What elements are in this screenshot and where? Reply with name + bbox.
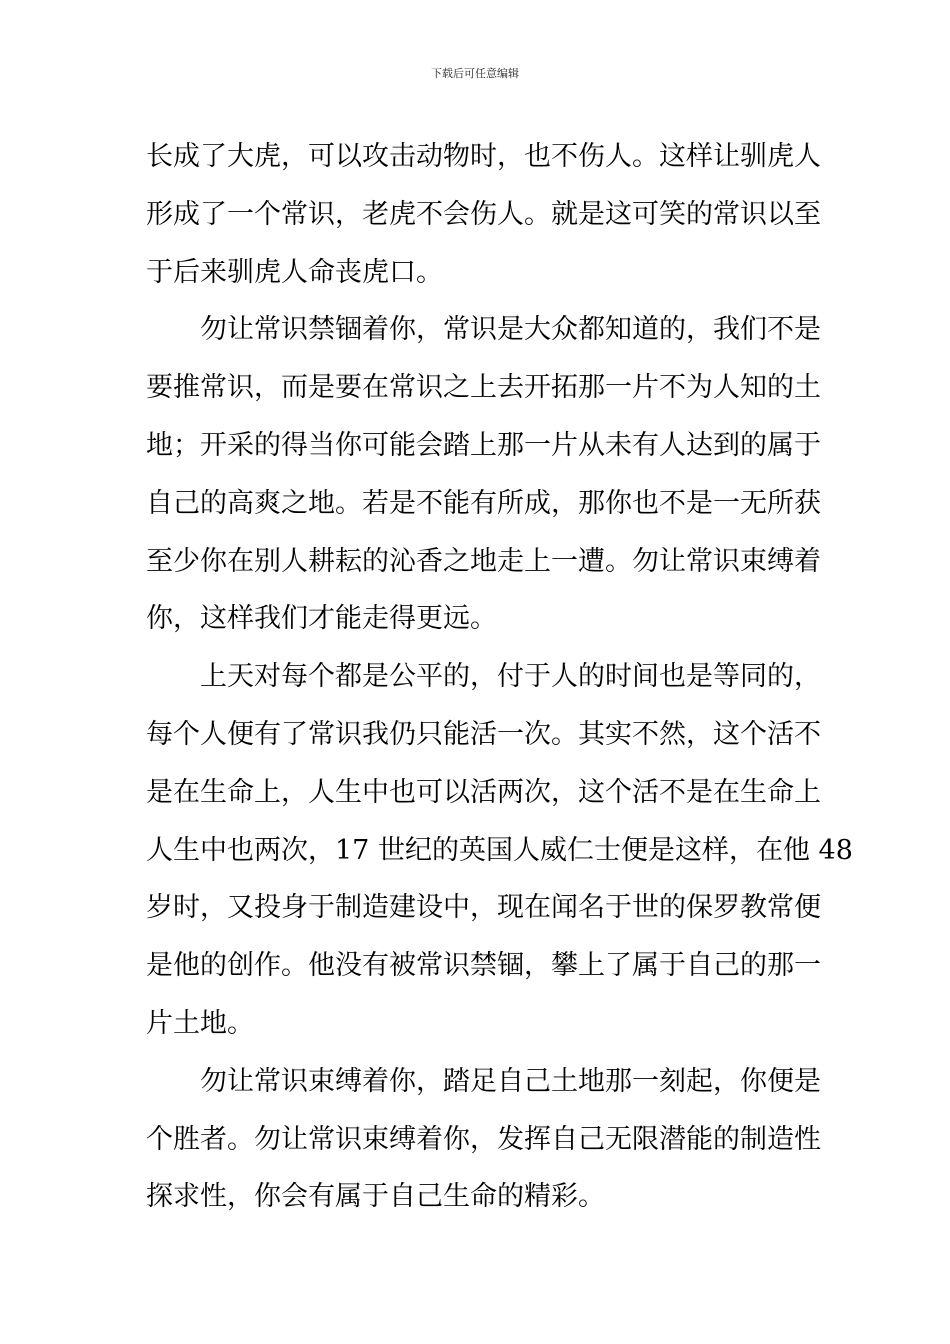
paragraph-2-line-1: 勿让常识禁锢着你，常识是大众都知道的，我们不是 [200, 314, 821, 346]
paragraph-1-line-3: 于后来驯虎人命丧虎口。 [146, 256, 443, 288]
paragraph-2-line-6: 你，这样我们才能走得更远。 [146, 603, 497, 635]
page-header: 下载后可任意编辑 [431, 67, 519, 80]
paragraph-3-line-6: 是他的创作。他没有被常识禁锢，攀上了属于自己的那一 [146, 950, 821, 982]
paragraph-2-line-5: 至少你在别人耕耘的沁香之地走上一遭。勿让常识束缚着 [146, 545, 821, 577]
document-body [146, 128, 853, 1226]
paragraph-1-line-2: 形成了一个常识，老虎不会伤人。就是这可笑的常识以至 [146, 198, 821, 230]
paragraph-3-line-7: 片土地。 [146, 1007, 254, 1039]
paragraph-1-line-1: 长成了大虎，可以攻击动物时，也不伤人。这样让驯虎人 [146, 141, 821, 172]
paragraph-3-line-5: 岁时，又投身于制造建设中，现在闻名于世的保罗教常便 [146, 892, 821, 924]
paragraph-3-line-3: 是在生命上，人生中也可以活两次，这个活不是在生命上 [146, 776, 821, 808]
paragraph-2-line-2: 要推常识，而是要在常识之上去开拓那一片不为人知的土 [146, 372, 821, 404]
paragraph-3-line-4: 人生中也两次，17 世纪的英国人威仁士便是这样，在他 48 [146, 834, 853, 866]
paragraph-3-line-1: 上天对每个都是公平的，付于人的时间也是等同的， [200, 661, 821, 693]
paragraph-2-line-4: 自己的高爽之地。若是不能有所成，那你也不是一无所获 [146, 487, 821, 519]
paragraph-4-line-1: 勿让常识束缚着你，踏足自己土地那一刻起，你便是 [200, 1065, 821, 1097]
paragraph-4-line-3: 探求性，你会有属于自己生命的精彩。 [146, 1181, 605, 1213]
paragraph-4-line-2: 个胜者。勿让常识束缚着你，发挥自己无限潜能的制造性 [146, 1123, 821, 1155]
paragraph-3-line-2: 每个人便有了常识我仍只能活一次。其实不然，这个活不 [146, 718, 821, 750]
paragraph-2-line-3: 地；开采的得当你可能会踏上那一片从未有人达到的属于 [146, 429, 821, 461]
